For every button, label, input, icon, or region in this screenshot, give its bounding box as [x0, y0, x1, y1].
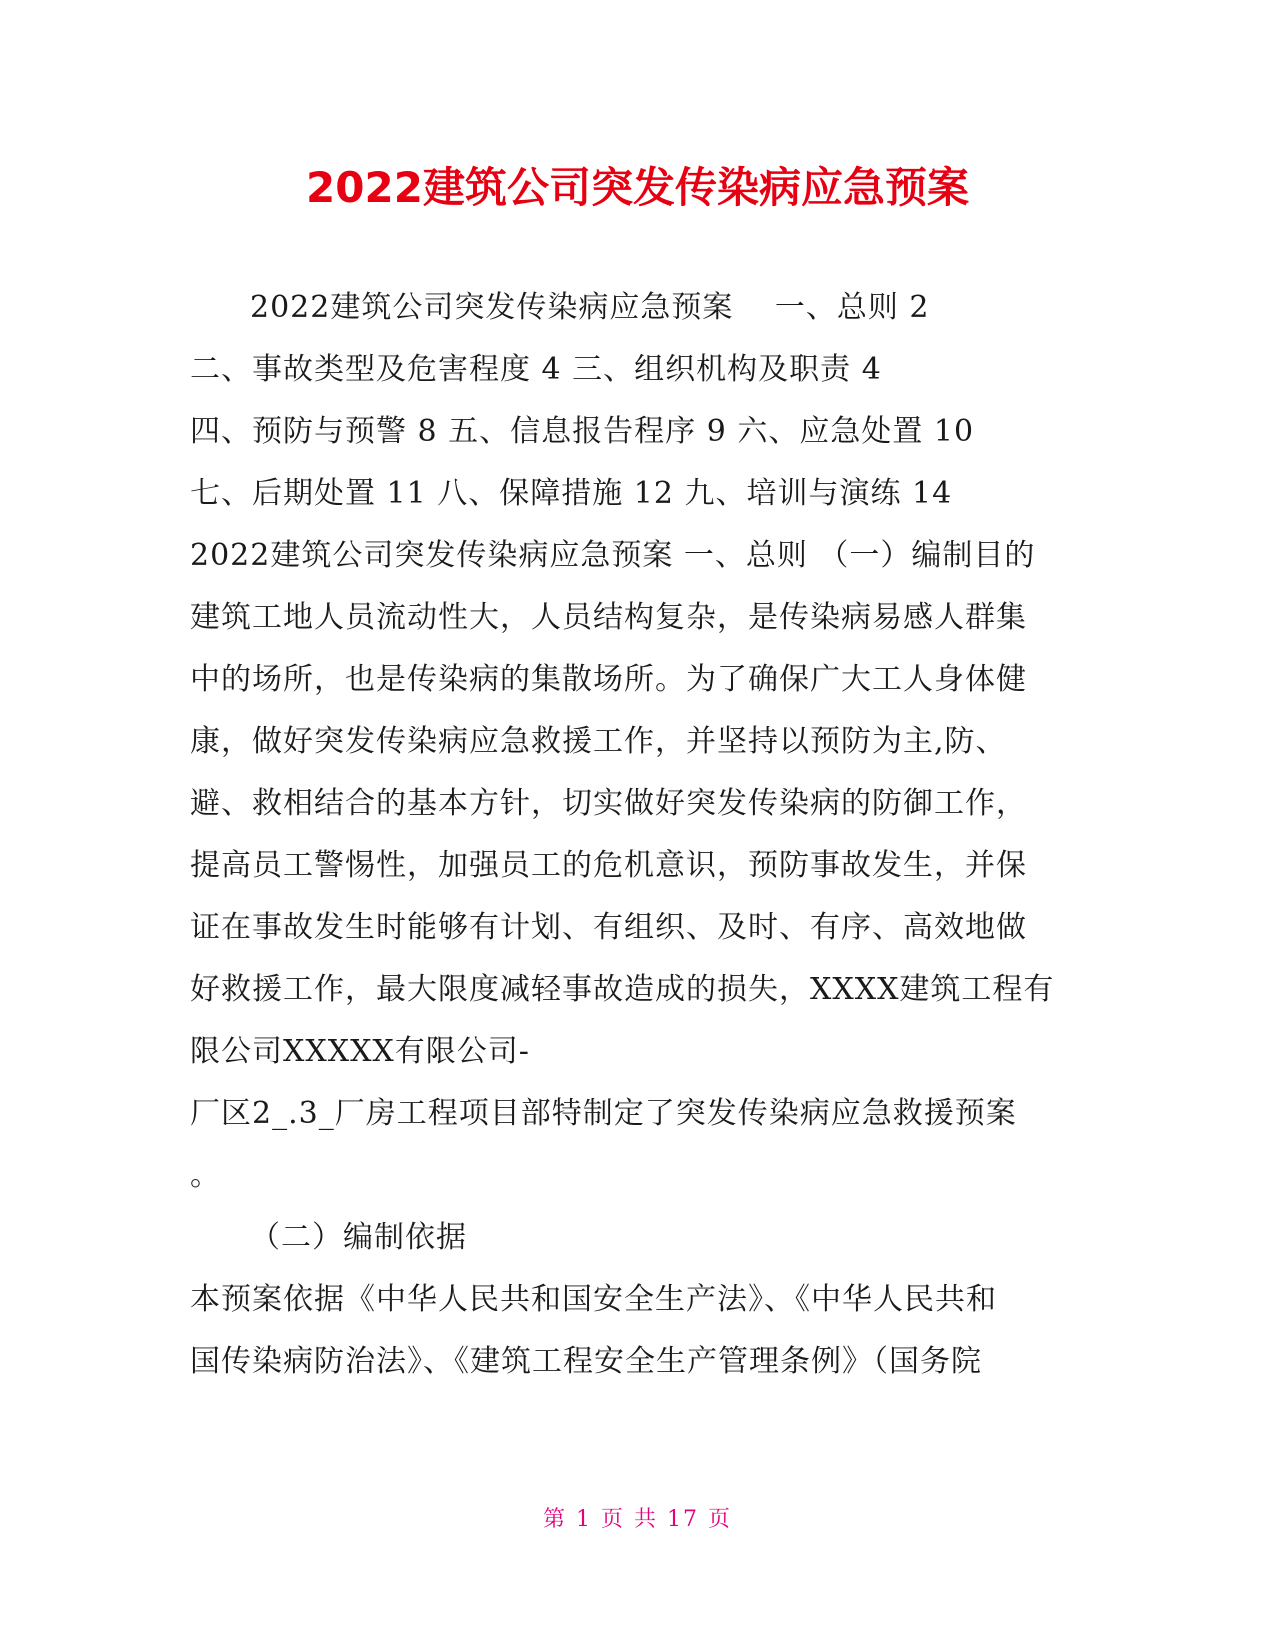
- body-line-5: 避、救相结合的基本方针，切实做好突发传染病的防御工作，: [190, 786, 1027, 821]
- toc-line-1: 2022建筑公司突发传染病应急预案 一、总则 2: [250, 290, 930, 325]
- toc-line-2: 二、事故类型及危害程度 4 三、组织机构及职责 4: [190, 352, 882, 387]
- body-line-6: 提高员工警惕性，加强员工的危机意识，预防事故发生，并保: [190, 848, 1027, 883]
- section-heading: （二）编制依据: [250, 1220, 467, 1255]
- body-line-2: 建筑工地人员流动性大，人员结构复杂，是传染病易感人群集: [190, 600, 1027, 635]
- body-line-3: 中的场所，也是传染病的集散场所。为了确保广大工人身体健: [190, 662, 1027, 697]
- toc-line-3: 四、预防与预警 8 五、信息报告程序 9 六、应急处置 10: [190, 414, 975, 449]
- body-line-9: 限公司XXXXX有限公司-: [190, 1034, 530, 1069]
- body-line-12: 本预案依据《中华人民共和国安全生产法》、《中华人民共和: [190, 1282, 997, 1317]
- body-line-1: 2022建筑公司突发传染病应急预案 一、总则 （一）编制目的: [190, 538, 1036, 573]
- toc-line-4: 七、后期处置 11 八、保障措施 12 九、培训与演练 14: [190, 476, 953, 511]
- document-title: 2022建筑公司突发传染病应急预案: [306, 163, 969, 212]
- body-line-7: 证在事故发生时能够有计划、有组织、及时、有序、高效地做: [190, 910, 1027, 945]
- page-footer: 第 1 页 共 17 页: [543, 1507, 732, 1532]
- body-line-4: 康，做好突发传染病应急救援工作，并坚持以预防为主,防、: [190, 724, 1007, 759]
- body-line-13: 国传染病防治法》、《建筑工程安全生产管理条例》（国务院: [190, 1344, 982, 1379]
- body-line-11: 。: [190, 1158, 221, 1193]
- body-line-8: 好救援工作，最大限度减轻事故造成的损失，XXXX建筑工程有: [190, 972, 1055, 1007]
- body-line-10: 厂区2_.3_厂房工程项目部特制定了突发传染病应急救援预案: [190, 1096, 1017, 1131]
